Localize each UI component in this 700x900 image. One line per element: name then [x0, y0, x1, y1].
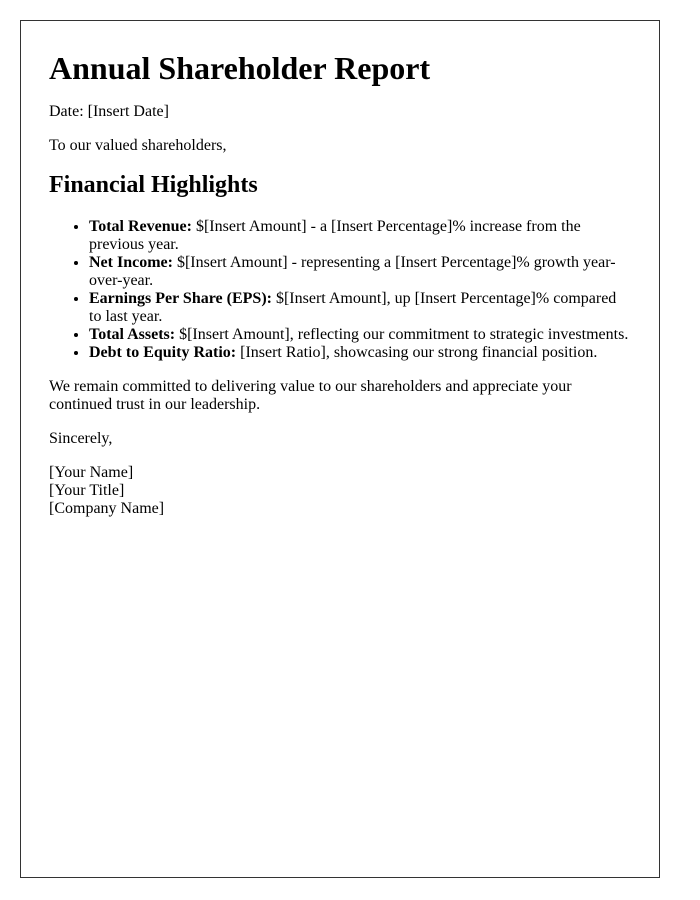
- highlight-text: $[Insert Amount] - a [Insert Percentage]% increase from the previous year.: [89, 218, 581, 254]
- list-item: [89, 326, 631, 344]
- closing-paragraph: We remain committed to delivering value to our shareholders and appreciate your continued trust in our leadership.: [49, 378, 572, 414]
- section-title: Financial Highlights: [49, 172, 258, 199]
- list-item: [89, 218, 631, 254]
- highlight-text: $[Insert Amount], up [Insert Percentage]% compared to last year.: [89, 290, 617, 326]
- signature-title: [Your Title]: [49, 482, 125, 500]
- document-page: [20, 20, 660, 878]
- list-item: [89, 344, 631, 362]
- highlight-label: Net Income:: [89, 254, 173, 272]
- highlight-label: Earnings Per Share (EPS):: [89, 290, 272, 308]
- signature-company: [Company Name]: [49, 500, 165, 518]
- highlight-text: $[Insert Amount] - representing a [Insert Percentage]% growth year-over-year.: [89, 254, 616, 290]
- greeting: To our valued shareholders,: [49, 137, 227, 155]
- highlight-text: [Insert Ratio], showcasing our strong financial position.: [236, 344, 598, 362]
- highlight-label: Debt to Equity Ratio:: [89, 344, 237, 362]
- highlight-text: $[Insert Amount], reflecting our commitment to strategic investments.: [175, 326, 629, 344]
- highlight-label: Total Assets:: [89, 326, 176, 344]
- date-line: Date: [Insert Date]: [49, 103, 169, 121]
- highlight-label: Total Revenue:: [89, 218, 192, 236]
- list-item: [89, 290, 631, 326]
- page-title: Annual Shareholder Report: [49, 50, 431, 86]
- list-item: [89, 254, 631, 290]
- signature-name: [Your Name]: [49, 464, 134, 482]
- sign-off: Sincerely,: [49, 430, 113, 448]
- signature-block: [49, 464, 631, 518]
- highlights-list: [49, 218, 631, 362]
